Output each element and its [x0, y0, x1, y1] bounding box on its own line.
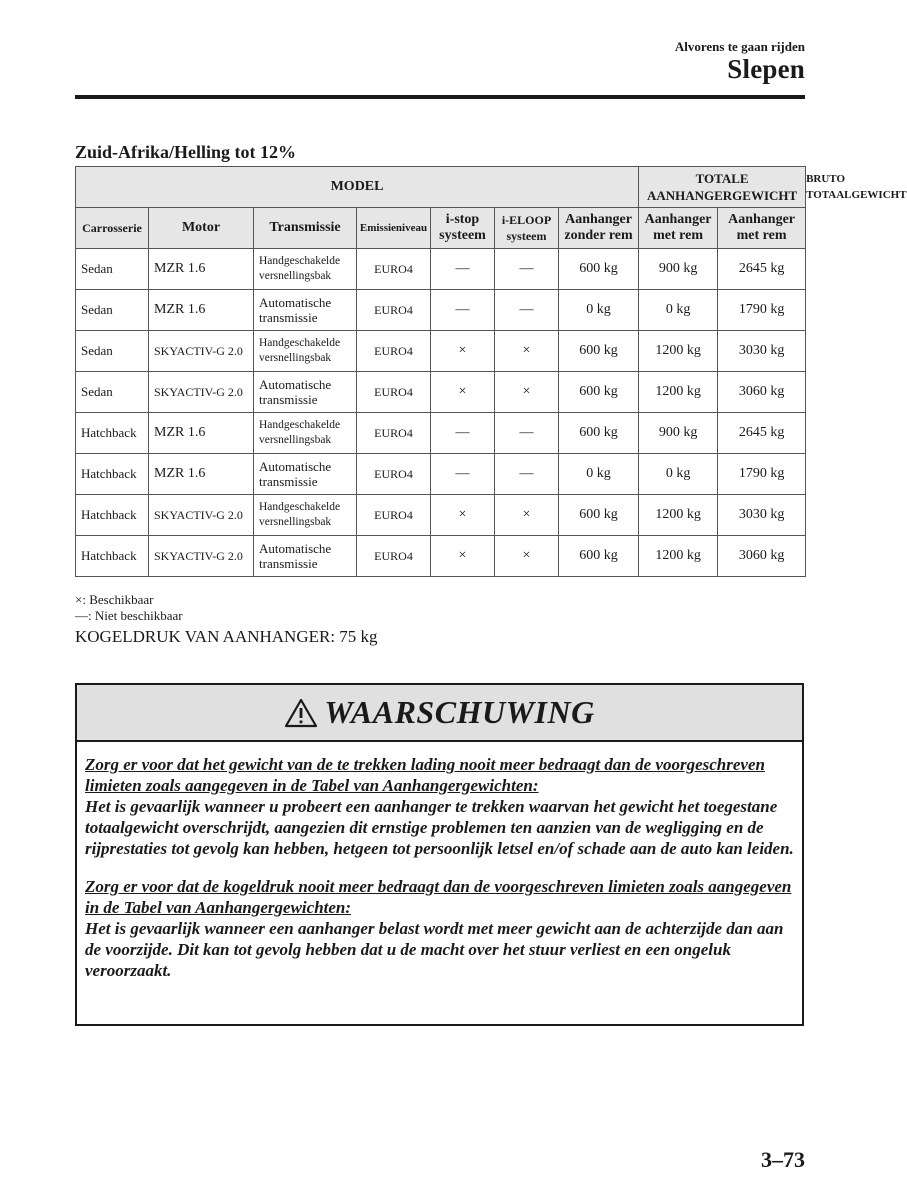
cell-braked: 0 kg: [639, 290, 718, 331]
cell-transmissie: Automatische transmissie: [254, 290, 357, 331]
cell-transmissie: Automatische transmissie: [254, 372, 357, 413]
cell-emissieniveau: EURO4: [357, 495, 431, 536]
cell-gross: 2645 kg: [718, 249, 806, 290]
cell-ieloop: ×: [495, 495, 559, 536]
chapter-subtitle: Alvorens te gaan rijden: [674, 39, 805, 54]
cell-istop: —: [431, 413, 495, 454]
table-row: [76, 372, 806, 413]
cell-braked: 1200 kg: [639, 536, 718, 577]
table-row: [76, 536, 806, 577]
cell-carrosserie: Hatchback: [76, 413, 149, 454]
header-ieloop: i-ELOOP systeem: [495, 208, 559, 249]
header-istop: i-stop systeem: [431, 208, 495, 249]
cell-unbraked: 600 kg: [559, 331, 639, 372]
cell-motor: SKYACTIV-G 2.0: [149, 331, 254, 372]
cell-gross: 1790 kg: [718, 290, 806, 331]
cell-unbraked: 600 kg: [559, 372, 639, 413]
cell-istop: ×: [431, 536, 495, 577]
header-model: MODEL: [76, 167, 639, 208]
header-total-trailer-weight: TOTALE AANHANGERGEWICHT: [639, 167, 806, 208]
header-carrosserie: Carrosserie: [76, 208, 149, 249]
cell-gross: 3030 kg: [718, 331, 806, 372]
cell-ieloop: ×: [495, 331, 559, 372]
warning-body: [77, 742, 802, 981]
cell-emissieniveau: EURO4: [357, 249, 431, 290]
cell-motor: SKYACTIV-G 2.0: [149, 372, 254, 413]
table-header-row-1: MODEL TOTALE AANHANGERGEWICHT BRUTO TOTAALGEWICHT: [76, 167, 806, 208]
cell-emissieniveau: EURO4: [357, 290, 431, 331]
table-header-row-2: [76, 208, 806, 249]
cell-istop: —: [431, 290, 495, 331]
warning-p2-heading: Zorg er voor dat de kogeldruk nooit meer bedraagt dan de voorgeschreven limieten zoals aangegeven in de Tabel van Aanhangergewichten:: [85, 877, 792, 917]
cell-braked: 1200 kg: [639, 331, 718, 372]
cell-ieloop: —: [495, 290, 559, 331]
warning-paragraph-1: [85, 754, 794, 859]
cell-carrosserie: Sedan: [76, 372, 149, 413]
header-unbraked: Aanhanger zonder rem: [559, 208, 639, 249]
cell-carrosserie: Sedan: [76, 331, 149, 372]
cell-emissieniveau: EURO4: [357, 331, 431, 372]
trailer-weight-table: [75, 166, 907, 577]
page-number: 3–73: [761, 1147, 805, 1172]
cell-ieloop: —: [495, 413, 559, 454]
cell-unbraked: 600 kg: [559, 249, 639, 290]
cell-emissieniveau: EURO4: [357, 454, 431, 495]
cell-istop: ×: [431, 331, 495, 372]
warning-triangle-icon: [284, 698, 318, 728]
cell-transmissie: Automatische transmissie: [254, 454, 357, 495]
cell-gross: 3060 kg: [718, 372, 806, 413]
cell-gross: 3030 kg: [718, 495, 806, 536]
legend-available: ×: Beschikbaar: [75, 592, 154, 607]
cell-istop: —: [431, 249, 495, 290]
cell-carrosserie: Hatchback: [76, 536, 149, 577]
cell-motor: MZR 1.6: [149, 413, 254, 454]
cell-motor: SKYACTIV-G 2.0: [149, 495, 254, 536]
cell-emissieniveau: EURO4: [357, 372, 431, 413]
cell-unbraked: 0 kg: [559, 454, 639, 495]
tongue-load-text: KOGELDRUK VAN AANHANGER: 75 kg: [75, 627, 378, 646]
cell-istop: ×: [431, 372, 495, 413]
cell-unbraked: 600 kg: [559, 536, 639, 577]
section-title: Zuid-Afrika/Helling tot 12%: [75, 142, 297, 162]
header-divider: [75, 95, 805, 99]
cell-unbraked: 0 kg: [559, 290, 639, 331]
header-gross-braked: Aanhanger met rem: [718, 208, 806, 249]
cell-emissieniveau: EURO4: [357, 536, 431, 577]
cell-gross: 2645 kg: [718, 413, 806, 454]
warning-title: WAARSCHUWING: [324, 694, 595, 730]
header-emissieniveau: Emissieniveau: [357, 208, 431, 249]
cell-motor: MZR 1.6: [149, 290, 254, 331]
cell-transmissie: Handgeschakelde versnellingsbak: [254, 413, 357, 454]
cell-gross: 3060 kg: [718, 536, 806, 577]
table-legend: [75, 592, 183, 624]
cell-transmissie: Handgeschakelde versnellingsbak: [254, 249, 357, 290]
header-motor: Motor: [149, 208, 254, 249]
cell-braked: 1200 kg: [639, 495, 718, 536]
warning-p1-heading: Zorg er voor dat het gewicht van de te trekken lading nooit meer bedraagt dan de voorgeschreven limieten zoals aangegeven in de Tabel van Aanhangergewichten:: [85, 755, 765, 795]
cell-carrosserie: Hatchback: [76, 454, 149, 495]
cell-transmissie: Automatische transmissie: [254, 536, 357, 577]
cell-istop: —: [431, 454, 495, 495]
cell-braked: 900 kg: [639, 413, 718, 454]
header-braked: Aanhanger met rem: [639, 208, 718, 249]
cell-gross: 1790 kg: [718, 454, 806, 495]
cell-unbraked: 600 kg: [559, 413, 639, 454]
cell-carrosserie: Sedan: [76, 290, 149, 331]
cell-ieloop: ×: [495, 536, 559, 577]
cell-carrosserie: Hatchback: [76, 495, 149, 536]
warning-header: [77, 685, 802, 742]
cell-motor: MZR 1.6: [149, 454, 254, 495]
table-row: [76, 454, 806, 495]
table-row: [76, 495, 806, 536]
cell-braked: 0 kg: [639, 454, 718, 495]
cell-motor: SKYACTIV-G 2.0: [149, 536, 254, 577]
cell-motor: MZR 1.6: [149, 249, 254, 290]
chapter-title: Slepen: [727, 54, 805, 84]
warning-p2-text: Het is gevaarlijk wanneer een aanhanger belast wordt met meer gewicht aan de achterzijde dan aan de voorzijde. Dit kan tot gevolg hebben dat u de macht over het stuur verliest en een ongeluk veroorzaakt.: [85, 919, 784, 980]
table-row: [76, 249, 806, 290]
cell-braked: 900 kg: [639, 249, 718, 290]
cell-ieloop: —: [495, 454, 559, 495]
cell-braked: 1200 kg: [639, 372, 718, 413]
warning-p1-text: Het is gevaarlijk wanneer u probeert een aanhanger te trekken waarvan het gewicht het toegestane totaalgewicht overschrijdt, aangezien dit ernstige problemen ten aanzien van de wegligging en de rijprestaties tot gevolg kan hebben, hetgeen tot persoonlijk letsel en/of schade aan de auto kan leiden.: [85, 797, 794, 858]
cell-istop: ×: [431, 495, 495, 536]
table-row: [76, 413, 806, 454]
cell-emissieniveau: EURO4: [357, 413, 431, 454]
legend-not-available: —: Niet beschikbaar: [75, 608, 183, 623]
warning-paragraph-2: [85, 876, 794, 981]
cell-unbraked: 600 kg: [559, 495, 639, 536]
header-transmissie: Transmissie: [254, 208, 357, 249]
warning-box: [75, 683, 804, 1026]
cell-ieloop: —: [495, 249, 559, 290]
cell-carrosserie: Sedan: [76, 249, 149, 290]
table-row: [76, 331, 806, 372]
cell-transmissie: Handgeschakelde versnellingsbak: [254, 495, 357, 536]
table-row: [76, 290, 806, 331]
cell-ieloop: ×: [495, 372, 559, 413]
cell-transmissie: Handgeschakelde versnellingsbak: [254, 331, 357, 372]
